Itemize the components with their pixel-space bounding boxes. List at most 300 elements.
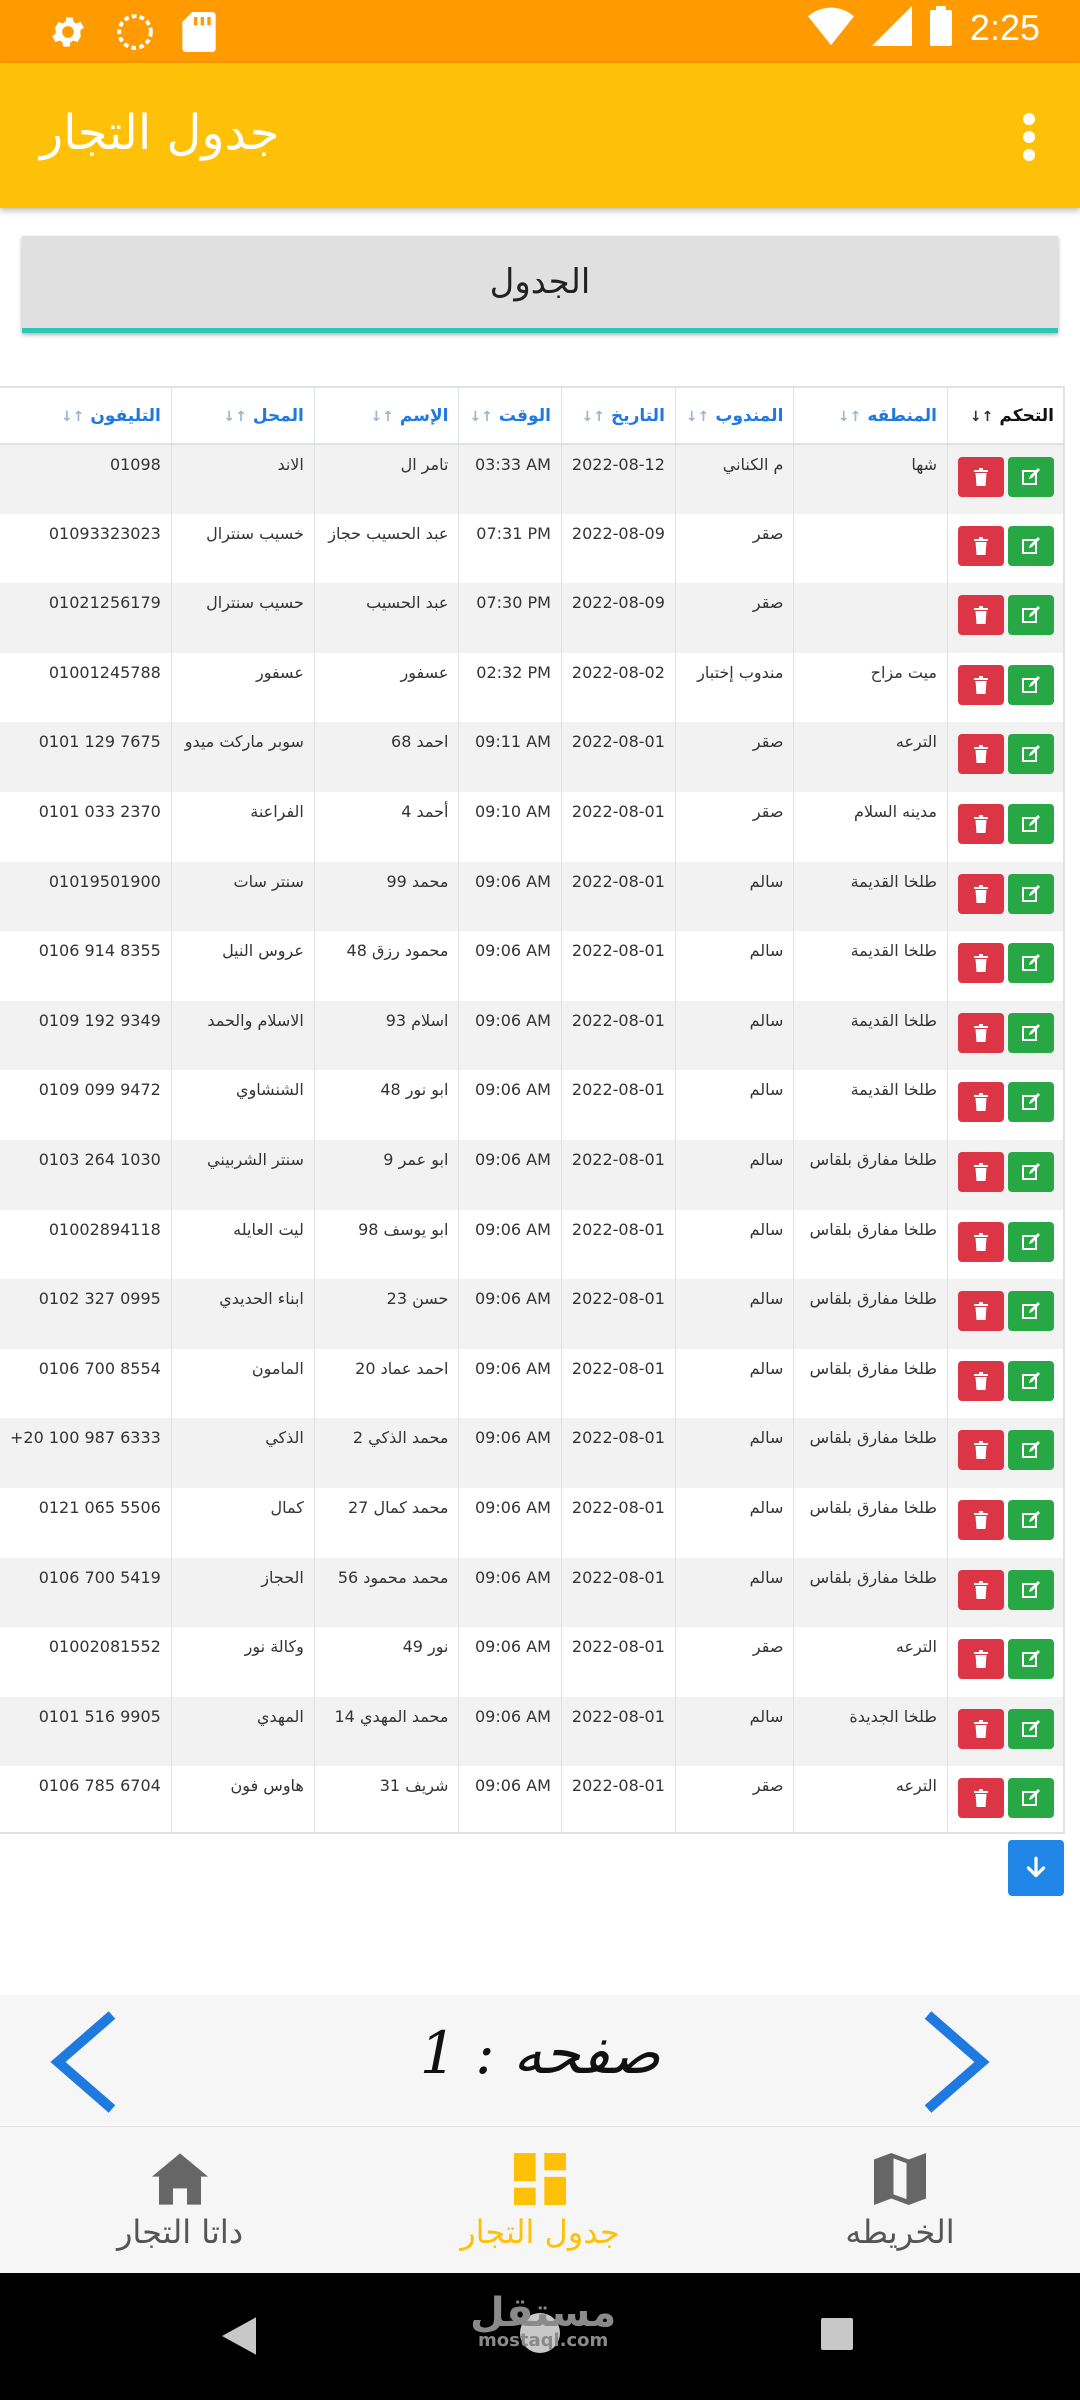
cell-region: طلخا مفارق بلقاس: [794, 1210, 948, 1280]
cell-time: 07:30 PM: [459, 583, 561, 653]
cell-region: الترعه: [794, 1766, 948, 1834]
cell-date: 2022-08-12: [561, 444, 675, 514]
nav-map[interactable]: الخريطه: [750, 2127, 1050, 2274]
cell-date: 2022-08-01: [561, 862, 675, 932]
sync-icon: [116, 13, 154, 55]
cell-control: [948, 1140, 1065, 1210]
delete-button[interactable]: [958, 1570, 1004, 1610]
cell-name: عسفور: [314, 653, 459, 723]
clock: 2:25: [969, 7, 1040, 48]
table-row: [0, 1488, 1065, 1558]
table-row: [0, 1558, 1065, 1628]
cell-rep: سالم: [675, 1488, 794, 1558]
edit-button[interactable]: [1008, 1570, 1054, 1610]
cell-region: [794, 583, 948, 653]
cell-phone: 0106 700 8554: [0, 1349, 171, 1419]
cell-date: 2022-08-01: [561, 1349, 675, 1419]
watermark: مستقل mostaql.com: [470, 2290, 617, 2351]
trash-icon: [973, 1720, 989, 1738]
cell-phone: +20 100 987 6333: [0, 1418, 171, 1488]
delete-button[interactable]: [958, 1639, 1004, 1679]
cell-control: [948, 1488, 1065, 1558]
edit-button[interactable]: [1008, 665, 1054, 705]
cell-rep: صقر: [675, 514, 794, 584]
cell-rep: سالم: [675, 1001, 794, 1071]
trash-icon: [973, 1581, 989, 1599]
edit-button[interactable]: [1008, 1500, 1054, 1540]
cell-date: 2022-08-09: [561, 583, 675, 653]
delete-button[interactable]: [958, 874, 1004, 914]
header-control[interactable]: التحكم↑↓: [948, 388, 1065, 444]
page-indicator: صفحه : 1: [419, 2019, 661, 2087]
header-time[interactable]: الوقت↑↓: [459, 388, 561, 444]
cell-region: طلخا مفارق بلقاس: [794, 1418, 948, 1488]
cell-time: 09:06 AM: [459, 862, 561, 932]
edit-button[interactable]: [1008, 1778, 1054, 1818]
cell-phone: 01098: [0, 444, 171, 514]
cell-shop: ليت العايله: [171, 1210, 314, 1280]
cell-control: [948, 1558, 1065, 1628]
cell-region: طلخا الجديدة: [794, 1697, 948, 1767]
table-row: [0, 722, 1065, 792]
edit-button[interactable]: [1008, 804, 1054, 844]
cell-control: [948, 1766, 1065, 1834]
trash-icon: [973, 1650, 989, 1668]
battery-icon: [930, 6, 952, 50]
next-page-button[interactable]: [900, 2007, 1000, 2117]
cell-time: 09:10 AM: [459, 792, 561, 862]
table-row: [0, 514, 1065, 584]
cell-time: 09:06 AM: [459, 1418, 561, 1488]
edit-icon: [1022, 1650, 1040, 1668]
trash-icon: [973, 1511, 989, 1529]
table-row: [0, 583, 1065, 653]
cell-rep: سالم: [675, 1070, 794, 1140]
cell-region: طلخا مفارق بلقاس: [794, 1558, 948, 1628]
wifi-icon: [808, 6, 854, 50]
table-row: [0, 653, 1065, 723]
cell-phone: 01001245788: [0, 653, 171, 723]
edit-icon: [1022, 815, 1040, 833]
edit-button[interactable]: [1008, 1430, 1054, 1470]
cell-name: اسلام 93: [314, 1001, 459, 1071]
table-row: [0, 862, 1065, 932]
cell-region: شها: [794, 444, 948, 514]
cell-phone: 0101 033 2370: [0, 792, 171, 862]
trash-icon: [973, 1302, 989, 1320]
cell-date: 2022-08-01: [561, 1140, 675, 1210]
cell-date: 2022-08-01: [561, 1627, 675, 1697]
cell-rep: سالم: [675, 931, 794, 1001]
tab-table[interactable]: [22, 236, 1058, 333]
signal-icon: [872, 6, 912, 50]
cell-name: محمد محمود 56: [314, 1558, 459, 1628]
table-row: [0, 1697, 1065, 1767]
cell-time: 09:06 AM: [459, 1488, 561, 1558]
cell-shop: حسيب سنترال: [171, 583, 314, 653]
cell-name: ابو نور 48: [314, 1070, 459, 1140]
arrow-down-icon: [1023, 1855, 1049, 1881]
cell-phone: 0103 264 1030: [0, 1140, 171, 1210]
nav-merchants-data[interactable]: داتا التجار: [30, 2127, 330, 2274]
delete-button[interactable]: [958, 1709, 1004, 1749]
edit-icon: [1022, 1093, 1040, 1111]
cell-control: [948, 792, 1065, 862]
cell-shop: عسفور: [171, 653, 314, 723]
cell-region: الترعه: [794, 722, 948, 792]
cell-phone: 0102 327 0995: [0, 1279, 171, 1349]
cell-shop: ابناء الحديدي: [171, 1279, 314, 1349]
cell-date: 2022-08-01: [561, 1279, 675, 1349]
table-row: [0, 444, 1065, 514]
cell-rep: سالم: [675, 1210, 794, 1280]
edit-icon: [1022, 1372, 1040, 1390]
trash-icon: [973, 468, 989, 486]
status-bar: [0, 0, 1080, 63]
header-rep[interactable]: المندوب↑↓: [675, 388, 794, 444]
cell-shop: المهدي: [171, 1697, 314, 1767]
cell-name: شريف 31: [314, 1766, 459, 1834]
cell-time: 09:06 AM: [459, 1349, 561, 1419]
edit-button[interactable]: [1008, 874, 1054, 914]
cell-name: احمد عماد 20: [314, 1349, 459, 1419]
table-row: [0, 1627, 1065, 1697]
trash-icon: [973, 1441, 989, 1459]
cell-rep: صقر: [675, 583, 794, 653]
cell-name: محمد الذكي 2: [314, 1418, 459, 1488]
cell-name: نور 49: [314, 1627, 459, 1697]
trash-icon: [973, 1372, 989, 1390]
delete-button[interactable]: [958, 1778, 1004, 1818]
cell-name: احمد 68: [314, 722, 459, 792]
cell-control: [948, 1070, 1065, 1140]
cell-rep: سالم: [675, 1140, 794, 1210]
cell-date: 2022-08-01: [561, 1697, 675, 1767]
table-header-row: [0, 388, 1065, 444]
back-icon[interactable]: [222, 2317, 256, 2355]
cell-time: 09:06 AM: [459, 1279, 561, 1349]
merchants-table-container[interactable]: [0, 386, 1065, 1834]
trash-icon: [973, 1163, 989, 1181]
cell-control: [948, 1001, 1065, 1071]
cell-region: طلخا مفارق بلقاس: [794, 1140, 948, 1210]
delete-button[interactable]: [958, 804, 1004, 844]
cell-date: 2022-08-02: [561, 653, 675, 723]
cell-time: 03:33 AM: [459, 444, 561, 514]
cell-rep: سالم: [675, 1558, 794, 1628]
edit-icon: [1022, 885, 1040, 903]
trash-icon: [973, 606, 989, 624]
table-row: [0, 1349, 1065, 1419]
edit-button[interactable]: [1008, 1361, 1054, 1401]
cell-region: طلخا القديمة: [794, 1001, 948, 1071]
edit-button[interactable]: [1008, 734, 1054, 774]
cell-region: [794, 514, 948, 584]
cell-date: 2022-08-01: [561, 1070, 675, 1140]
trash-icon: [973, 676, 989, 694]
cell-phone: 0121 065 5506: [0, 1488, 171, 1558]
cell-rep: سالم: [675, 1279, 794, 1349]
edit-icon: [1022, 1511, 1040, 1529]
cell-rep: صقر: [675, 1766, 794, 1834]
recents-button[interactable]: [821, 2318, 853, 2350]
cell-rep: صقر: [675, 722, 794, 792]
cell-shop: سنتر الشربيني: [171, 1140, 314, 1210]
cell-control: [948, 444, 1065, 514]
bottom-navigation: [0, 2126, 1080, 2273]
edit-icon: [1022, 954, 1040, 972]
trash-icon: [973, 1233, 989, 1251]
cell-name: محمود رزق 48: [314, 931, 459, 1001]
cell-name: أحمد 4: [314, 792, 459, 862]
cell-control: [948, 1279, 1065, 1349]
sd-card-icon: [182, 12, 216, 56]
delete-button[interactable]: [958, 1013, 1004, 1053]
edit-button[interactable]: [1008, 595, 1054, 635]
trash-icon: [973, 1093, 989, 1111]
settings-icon: [48, 12, 88, 56]
edit-icon: [1022, 1441, 1040, 1459]
scroll-down-button[interactable]: [1008, 1840, 1064, 1896]
delete-button[interactable]: [958, 1500, 1004, 1540]
trash-icon: [973, 954, 989, 972]
table-row: [0, 1766, 1065, 1834]
cell-date: 2022-08-01: [561, 931, 675, 1001]
cell-phone: 01002894118: [0, 1210, 171, 1280]
delete-button[interactable]: [958, 595, 1004, 635]
edit-icon: [1022, 468, 1040, 486]
cell-region: طلخا مفارق بلقاس: [794, 1279, 948, 1349]
cell-region: مدينه السلام: [794, 792, 948, 862]
table-row: [0, 1001, 1065, 1071]
cell-date: 2022-08-09: [561, 514, 675, 584]
cell-name: عبد الحسيب حجاز: [314, 514, 459, 584]
delete-button[interactable]: [958, 943, 1004, 983]
trash-icon: [973, 745, 989, 763]
delete-button[interactable]: [958, 1152, 1004, 1192]
cell-shop: الفراعنة: [171, 792, 314, 862]
cell-time: 07:31 PM: [459, 514, 561, 584]
table-row: [0, 931, 1065, 1001]
cell-rep: سالم: [675, 862, 794, 932]
cell-shop: الحجاز: [171, 1558, 314, 1628]
cell-shop: الذكي: [171, 1418, 314, 1488]
edit-icon: [1022, 745, 1040, 763]
delete-button[interactable]: [958, 1430, 1004, 1470]
cell-phone: 0106 785 6704: [0, 1766, 171, 1834]
cell-phone: 0101 516 9905: [0, 1697, 171, 1767]
cell-shop: الاند: [171, 444, 314, 514]
delete-button[interactable]: [958, 526, 1004, 566]
cell-control: [948, 1210, 1065, 1280]
edit-icon: [1022, 606, 1040, 624]
delete-button[interactable]: [958, 1291, 1004, 1331]
cell-date: 2022-08-01: [561, 1210, 675, 1280]
edit-icon: [1022, 676, 1040, 694]
cell-shop: خسيب سنترال: [171, 514, 314, 584]
cell-time: 09:06 AM: [459, 1070, 561, 1140]
cell-name: محمد 99: [314, 862, 459, 932]
cell-phone: 0109 192 9349: [0, 1001, 171, 1071]
edit-button[interactable]: [1008, 1291, 1054, 1331]
edit-icon: [1022, 537, 1040, 555]
cell-shop: المامون: [171, 1349, 314, 1419]
header-region[interactable]: المنطقه↑↓: [794, 388, 948, 444]
cell-shop: سوبر ماركت ميدو: [171, 722, 314, 792]
cell-name: محمد المهدي 14: [314, 1697, 459, 1767]
cell-shop: عروس النيل: [171, 931, 314, 1001]
cell-shop: الشنشاوي: [171, 1070, 314, 1140]
cell-time: 09:06 AM: [459, 1210, 561, 1280]
edit-button[interactable]: [1008, 1639, 1054, 1679]
cell-name: تامر ال: [314, 444, 459, 514]
cell-rep: سالم: [675, 1418, 794, 1488]
delete-button[interactable]: [958, 734, 1004, 774]
cell-phone: 0109 099 9472: [0, 1070, 171, 1140]
delete-button[interactable]: [958, 457, 1004, 497]
edit-button[interactable]: [1008, 1082, 1054, 1122]
cell-control: [948, 1627, 1065, 1697]
delete-button[interactable]: [958, 1222, 1004, 1262]
cell-control: [948, 1418, 1065, 1488]
cell-date: 2022-08-01: [561, 1558, 675, 1628]
nav-merchants-table[interactable]: جدول التجار: [390, 2127, 690, 2274]
table-row: [0, 1140, 1065, 1210]
cell-time: 09:11 AM: [459, 722, 561, 792]
cell-date: 2022-08-01: [561, 1418, 675, 1488]
app-bar: [0, 63, 1080, 208]
cell-date: 2022-08-01: [561, 1766, 675, 1834]
cell-region: الترعه: [794, 1627, 948, 1697]
edit-icon: [1022, 1302, 1040, 1320]
trash-icon: [973, 537, 989, 555]
overflow-menu-icon[interactable]: [1022, 113, 1036, 161]
table-row: [0, 1210, 1065, 1280]
cell-date: 2022-08-01: [561, 792, 675, 862]
map-icon: [874, 2149, 926, 2209]
edit-icon: [1022, 1581, 1040, 1599]
cell-name: ابو عمر 9: [314, 1140, 459, 1210]
header-phone[interactable]: التليفون↑↓: [0, 388, 171, 444]
cell-name: حسن 23: [314, 1279, 459, 1349]
edit-button[interactable]: [1008, 943, 1054, 983]
cell-time: 09:06 AM: [459, 1766, 561, 1834]
cell-phone: 0106 914 8355: [0, 931, 171, 1001]
cell-name: عبد الحسيب: [314, 583, 459, 653]
trash-icon: [973, 885, 989, 903]
cell-shop: وكالة نور: [171, 1627, 314, 1697]
cell-time: 09:06 AM: [459, 931, 561, 1001]
cell-phone: 01021256179: [0, 583, 171, 653]
cell-rep: سالم: [675, 1349, 794, 1419]
cell-rep: م الكناني: [675, 444, 794, 514]
header-name[interactable]: الإسم↑↓: [314, 388, 459, 444]
cell-shop: سنتر سات: [171, 862, 314, 932]
cell-phone: 01002081552: [0, 1627, 171, 1697]
table-row: [0, 1070, 1065, 1140]
header-date[interactable]: التاريخ↑↓: [561, 388, 675, 444]
header-shop[interactable]: المحل↑↓: [171, 388, 314, 444]
cell-shop: كمال: [171, 1488, 314, 1558]
cell-phone: 0101 129 7675: [0, 722, 171, 792]
cell-rep: سالم: [675, 1697, 794, 1767]
cell-shop: الاسلام والحمد: [171, 1001, 314, 1071]
cell-time: 02:32 PM: [459, 653, 561, 723]
cell-region: طلخا مفارق بلقاس: [794, 1488, 948, 1558]
table-row: [0, 1418, 1065, 1488]
trash-icon: [973, 1789, 989, 1807]
dashboard-icon: [514, 2149, 566, 2209]
cell-control: [948, 862, 1065, 932]
cell-time: 09:06 AM: [459, 1697, 561, 1767]
cell-region: طلخا القديمة: [794, 1070, 948, 1140]
tab-table-label: الجدول: [489, 262, 591, 302]
cell-rep: صقر: [675, 792, 794, 862]
edit-button[interactable]: [1008, 526, 1054, 566]
cell-time: 09:06 AM: [459, 1140, 561, 1210]
delete-button[interactable]: [958, 1361, 1004, 1401]
trash-icon: [973, 815, 989, 833]
cell-date: 2022-08-01: [561, 722, 675, 792]
edit-button[interactable]: [1008, 1709, 1054, 1749]
cell-control: [948, 1349, 1065, 1419]
cell-control: [948, 1697, 1065, 1767]
cell-region: طلخا القديمة: [794, 931, 948, 1001]
cell-name: محمد كمال 27: [314, 1488, 459, 1558]
pagination: [0, 1995, 1080, 2125]
table-row: [0, 1279, 1065, 1349]
cell-rep: صقر: [675, 1627, 794, 1697]
cell-region: طلخا القديمة: [794, 862, 948, 932]
cell-time: 09:06 AM: [459, 1558, 561, 1628]
cell-name: ابو يوسف 98: [314, 1210, 459, 1280]
page-title: جدول التجار: [40, 105, 280, 161]
cell-region: ميت مزاح: [794, 653, 948, 723]
cell-control: [948, 583, 1065, 653]
delete-button[interactable]: [958, 665, 1004, 705]
cell-time: 09:06 AM: [459, 1627, 561, 1697]
edit-icon: [1022, 1720, 1040, 1738]
cell-phone: 0106 700 5419: [0, 1558, 171, 1628]
cell-control: [948, 722, 1065, 792]
edit-button[interactable]: [1008, 1222, 1054, 1262]
cell-phone: 01019501900: [0, 862, 171, 932]
edit-icon: [1022, 1233, 1040, 1251]
cell-control: [948, 931, 1065, 1001]
cell-control: [948, 653, 1065, 723]
cell-rep: مندوب إختبار: [675, 653, 794, 723]
trash-icon: [973, 1024, 989, 1042]
edit-button[interactable]: [1008, 457, 1054, 497]
chevron-right-icon: [900, 2007, 1000, 2117]
table-row: [0, 792, 1065, 862]
edit-icon: [1022, 1163, 1040, 1181]
cell-region: طلخا مفارق بلقاس: [794, 1349, 948, 1419]
edit-button[interactable]: [1008, 1013, 1054, 1053]
cell-shop: هاوس فون: [171, 1766, 314, 1834]
edit-button[interactable]: [1008, 1152, 1054, 1192]
edit-icon: [1022, 1789, 1040, 1807]
cell-date: 2022-08-01: [561, 1001, 675, 1071]
edit-icon: [1022, 1024, 1040, 1042]
cell-control: [948, 514, 1065, 584]
home-icon: [152, 2149, 208, 2209]
cell-phone: 01093323023: [0, 514, 171, 584]
delete-button[interactable]: [958, 1082, 1004, 1122]
cell-time: 09:06 AM: [459, 1001, 561, 1071]
cell-date: 2022-08-01: [561, 1488, 675, 1558]
merchants-table: [0, 388, 1065, 1834]
